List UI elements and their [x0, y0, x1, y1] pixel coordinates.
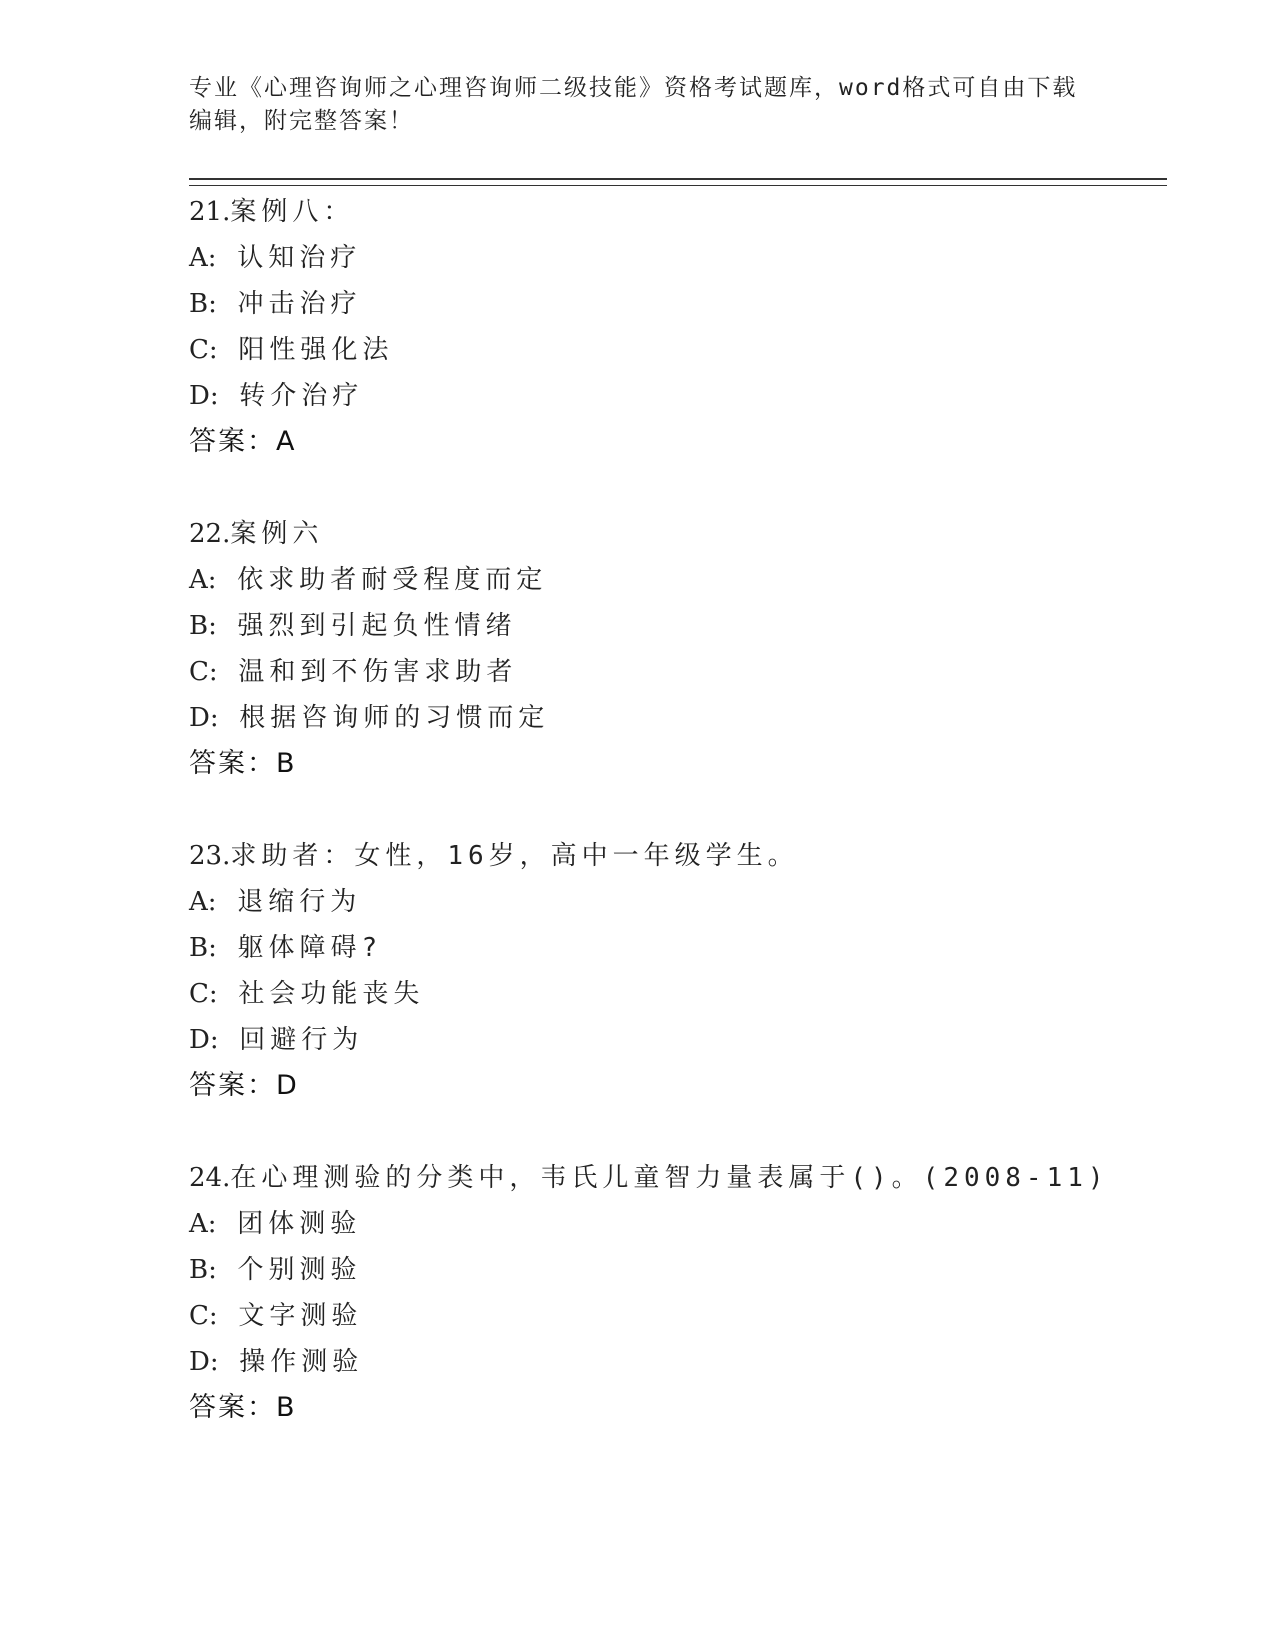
answer-line — [189, 1063, 1169, 1109]
question-stem — [189, 833, 1169, 879]
answer-line — [189, 1385, 1169, 1431]
option-key: A: — [189, 565, 217, 595]
option-b — [189, 281, 1169, 327]
option-key: A: — [189, 243, 217, 273]
option-text: 依求助者耐受程度而定 — [237, 565, 548, 595]
header-line-2: 编辑，附完整答案！ — [189, 108, 414, 134]
answer-label: 答案： — [189, 1392, 276, 1423]
question-24 — [189, 1155, 1169, 1431]
question-text: 案例六 — [230, 519, 324, 549]
option-key: D: — [189, 1347, 219, 1377]
question-stem — [189, 1155, 1169, 1201]
option-text: 冲击治疗 — [237, 289, 362, 319]
option-a — [189, 879, 1169, 925]
option-d — [189, 373, 1169, 419]
question-22 — [189, 511, 1169, 787]
option-text: 团体测验 — [237, 1209, 362, 1239]
option-a — [189, 1201, 1169, 1247]
question-list — [189, 189, 1169, 1477]
option-key: C: — [189, 1301, 218, 1331]
option-c — [189, 327, 1169, 373]
option-text: 操作测验 — [239, 1347, 364, 1377]
answer-value: A — [276, 426, 297, 457]
option-text: 认知治疗 — [237, 243, 362, 273]
answer-value: D — [276, 1070, 299, 1101]
option-key: C: — [189, 657, 218, 687]
answer-label: 答案： — [189, 1070, 276, 1101]
header-line-1: 专业《心理咨询师之心理咨询师二级技能》资格考试题库，word格式可自由下载 — [189, 75, 1078, 101]
answer-line — [189, 419, 1169, 465]
answer-label: 答案： — [189, 426, 276, 457]
option-key: B: — [189, 1255, 217, 1285]
answer-value: B — [276, 1392, 297, 1423]
option-d — [189, 1017, 1169, 1063]
option-text: 退缩行为 — [237, 887, 362, 917]
answer-value: B — [276, 748, 297, 779]
question-text: 求助者：女性，16岁，高中一年级学生。 — [230, 841, 799, 871]
option-text: 社会功能丧失 — [238, 979, 425, 1009]
option-key: C: — [189, 335, 218, 365]
option-key: B: — [189, 933, 217, 963]
option-text: 根据咨询师的习惯而定 — [239, 703, 550, 733]
option-text: 文字测验 — [238, 1301, 363, 1331]
option-key: A: — [189, 887, 217, 917]
option-c — [189, 971, 1169, 1017]
question-text: 在心理测验的分类中，韦氏儿童智力量表属于()。(2008-11) — [230, 1163, 1109, 1193]
option-key: D: — [189, 381, 219, 411]
option-text: 个别测验 — [237, 1255, 362, 1285]
option-key: D: — [189, 1025, 219, 1055]
answer-label: 答案： — [189, 748, 276, 779]
option-c — [189, 1293, 1169, 1339]
option-b — [189, 603, 1169, 649]
answer-line — [189, 741, 1169, 787]
question-number: 22. — [189, 519, 231, 549]
option-text: 强烈到引起负性情绪 — [237, 611, 517, 641]
option-a — [189, 557, 1169, 603]
option-text: 温和到不伤害求助者 — [238, 657, 518, 687]
option-key: C: — [189, 979, 218, 1009]
question-stem — [189, 511, 1169, 557]
option-text: 阳性强化法 — [238, 335, 394, 365]
option-key: D: — [189, 703, 219, 733]
question-stem — [189, 189, 1169, 235]
question-number: 23. — [189, 841, 231, 871]
option-text: 转介治疗 — [239, 381, 364, 411]
question-text: 案例八： — [230, 197, 355, 227]
option-b — [189, 1247, 1169, 1293]
option-c — [189, 649, 1169, 695]
option-key: B: — [189, 611, 217, 641]
question-number: 24. — [189, 1163, 231, 1193]
header-divider — [189, 178, 1167, 186]
option-d — [189, 695, 1169, 741]
option-a — [189, 235, 1169, 281]
option-key: B: — [189, 289, 217, 319]
option-text: 躯体障碍? — [237, 933, 383, 963]
question-number: 21. — [189, 197, 231, 227]
option-key: A: — [189, 1209, 217, 1239]
option-b — [189, 925, 1169, 971]
document-header — [189, 72, 1089, 138]
question-21 — [189, 189, 1169, 465]
question-23 — [189, 833, 1169, 1109]
option-text: 回避行为 — [239, 1025, 364, 1055]
option-d — [189, 1339, 1169, 1385]
